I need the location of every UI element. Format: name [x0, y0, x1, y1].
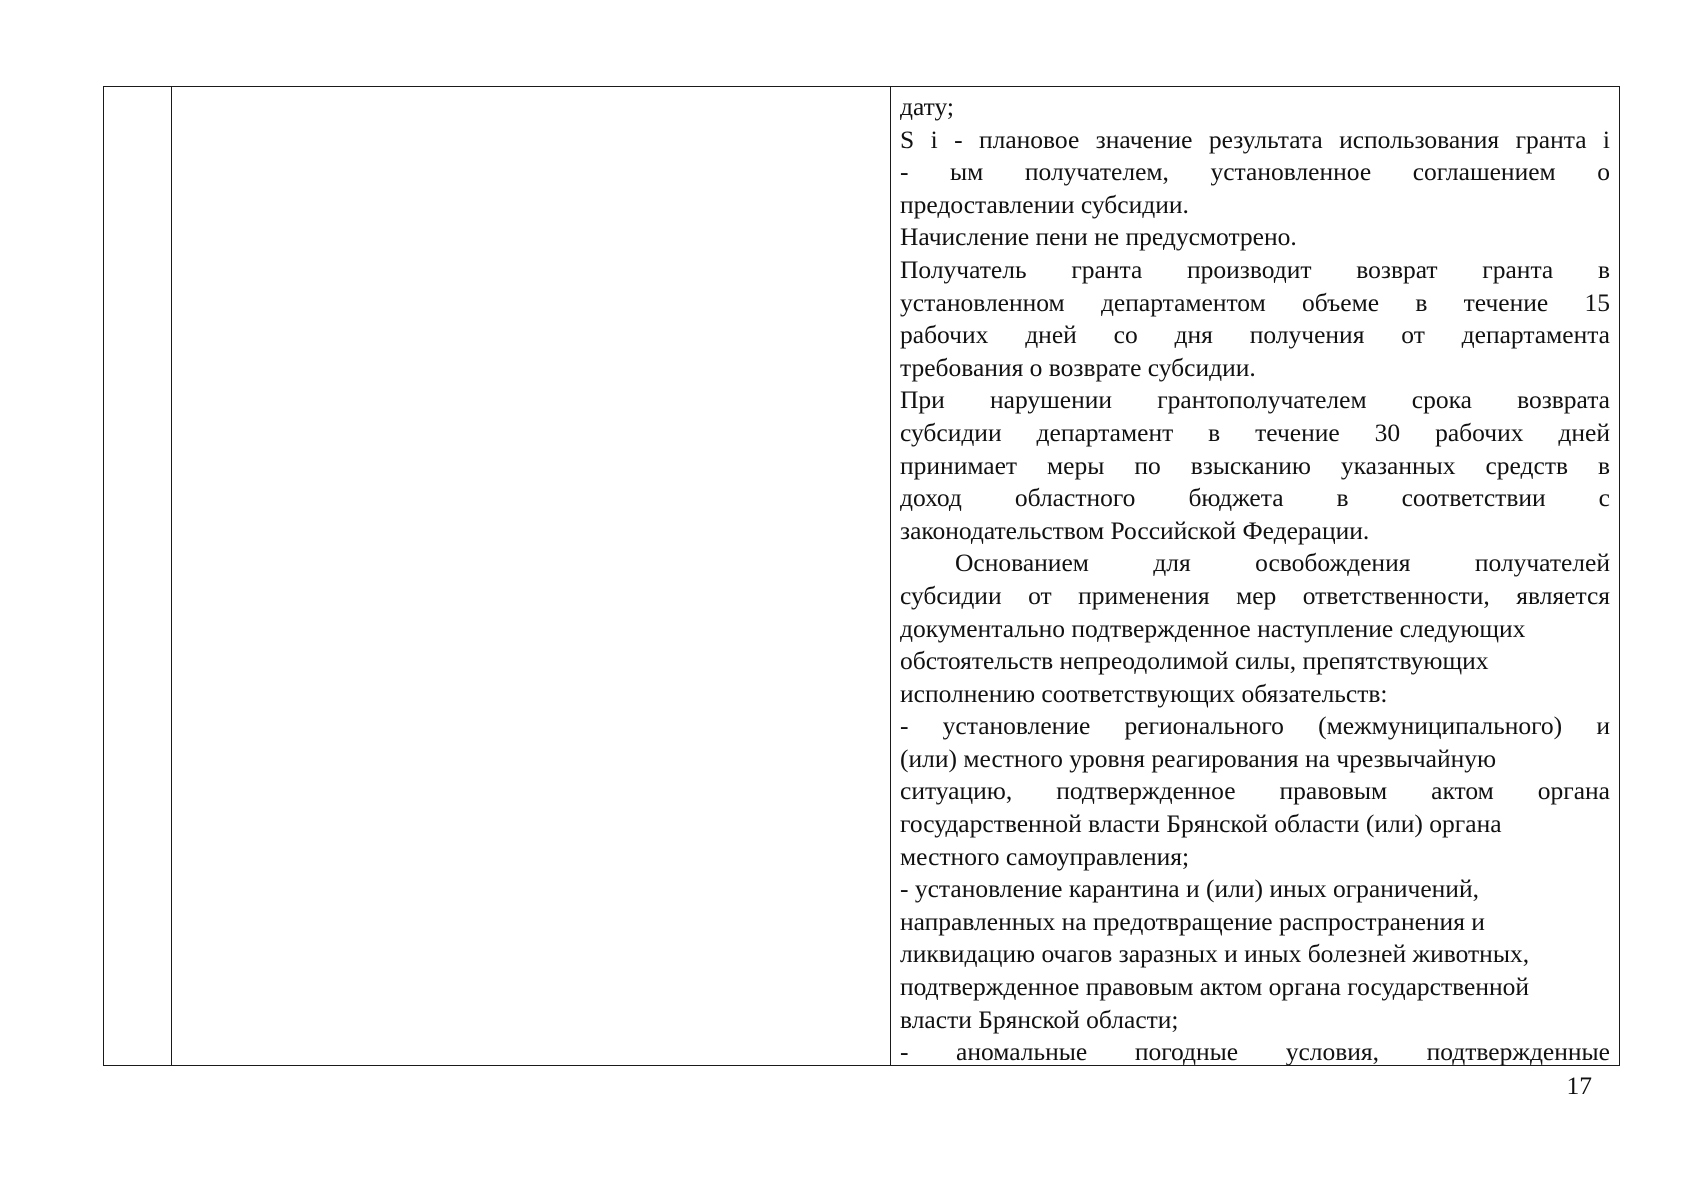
- text-line: субсидии от применения мер ответственности, является: [900, 580, 1610, 610]
- text-line: рабочих дней со дня получения от департамента: [900, 320, 1610, 350]
- text-line: власти Брянской области;: [900, 1004, 1179, 1034]
- text-line: дату;: [900, 92, 954, 121]
- page-number: 17: [1566, 1071, 1592, 1100]
- text-line: подтвержденное правовым актом органа государственной: [900, 972, 1530, 1002]
- text-line: ликвидацию очагов заразных и иных болезней животных,: [900, 939, 1530, 969]
- text-line: законодательством Российской Федерации.: [900, 515, 1370, 545]
- text-line: Основанием для освобождения получателей: [955, 548, 1610, 578]
- column-divider-2: [890, 87, 891, 1065]
- text-line: направленных на предотвращение распространения и: [900, 906, 1485, 936]
- text-line: требования о возврате субсидии.: [900, 352, 1256, 382]
- text-line: местного самоуправления;: [900, 841, 1190, 871]
- text-line: предоставлении субсидии.: [900, 189, 1189, 219]
- text-line: ситуацию, подтвержденное правовым актом органа: [900, 776, 1610, 806]
- column-divider-1: [171, 87, 172, 1065]
- text-line: документально подтвержденное наступление следующих: [900, 613, 1526, 643]
- text-line: установленном департаментом объеме в течение 15: [900, 287, 1610, 317]
- text-line: - установление регионального (межмуниципального) и: [900, 711, 1610, 741]
- text-line: принимает меры по взысканию указанных средств в: [900, 450, 1610, 480]
- text-line: Начисление пени не предусмотрено.: [900, 222, 1297, 252]
- text-line: субсидии департамент в течение 30 рабочих дней: [900, 417, 1610, 447]
- text-line: (или) местного уровня реагирования на чрезвычайную: [900, 743, 1497, 773]
- text-line: При нарушении грантополучателем срока возврата: [900, 385, 1610, 415]
- text-line: - ым получателем, установленное соглашением о: [900, 157, 1610, 187]
- text-line: доход областного бюджета в соответствии с: [900, 483, 1610, 513]
- text-line: государственной власти Брянской области (или) органа: [900, 809, 1502, 839]
- text-line: - аномальные погодные условия, подтвержденные: [900, 1037, 1610, 1065]
- text-line: - установление карантина и (или) иных ограничений,: [900, 874, 1479, 904]
- text-line: обстоятельств непреодолимой силы, препятствующих: [900, 646, 1489, 676]
- text-line: Получатель гранта производит возврат гранта в: [900, 254, 1610, 284]
- document-table: [103, 86, 1620, 1066]
- text-line: исполнению соответствующих обязательств:: [900, 678, 1388, 708]
- table-cell-text: [900, 91, 1610, 1065]
- text-line: S i - плановое значение результата использования гранта i: [900, 124, 1610, 154]
